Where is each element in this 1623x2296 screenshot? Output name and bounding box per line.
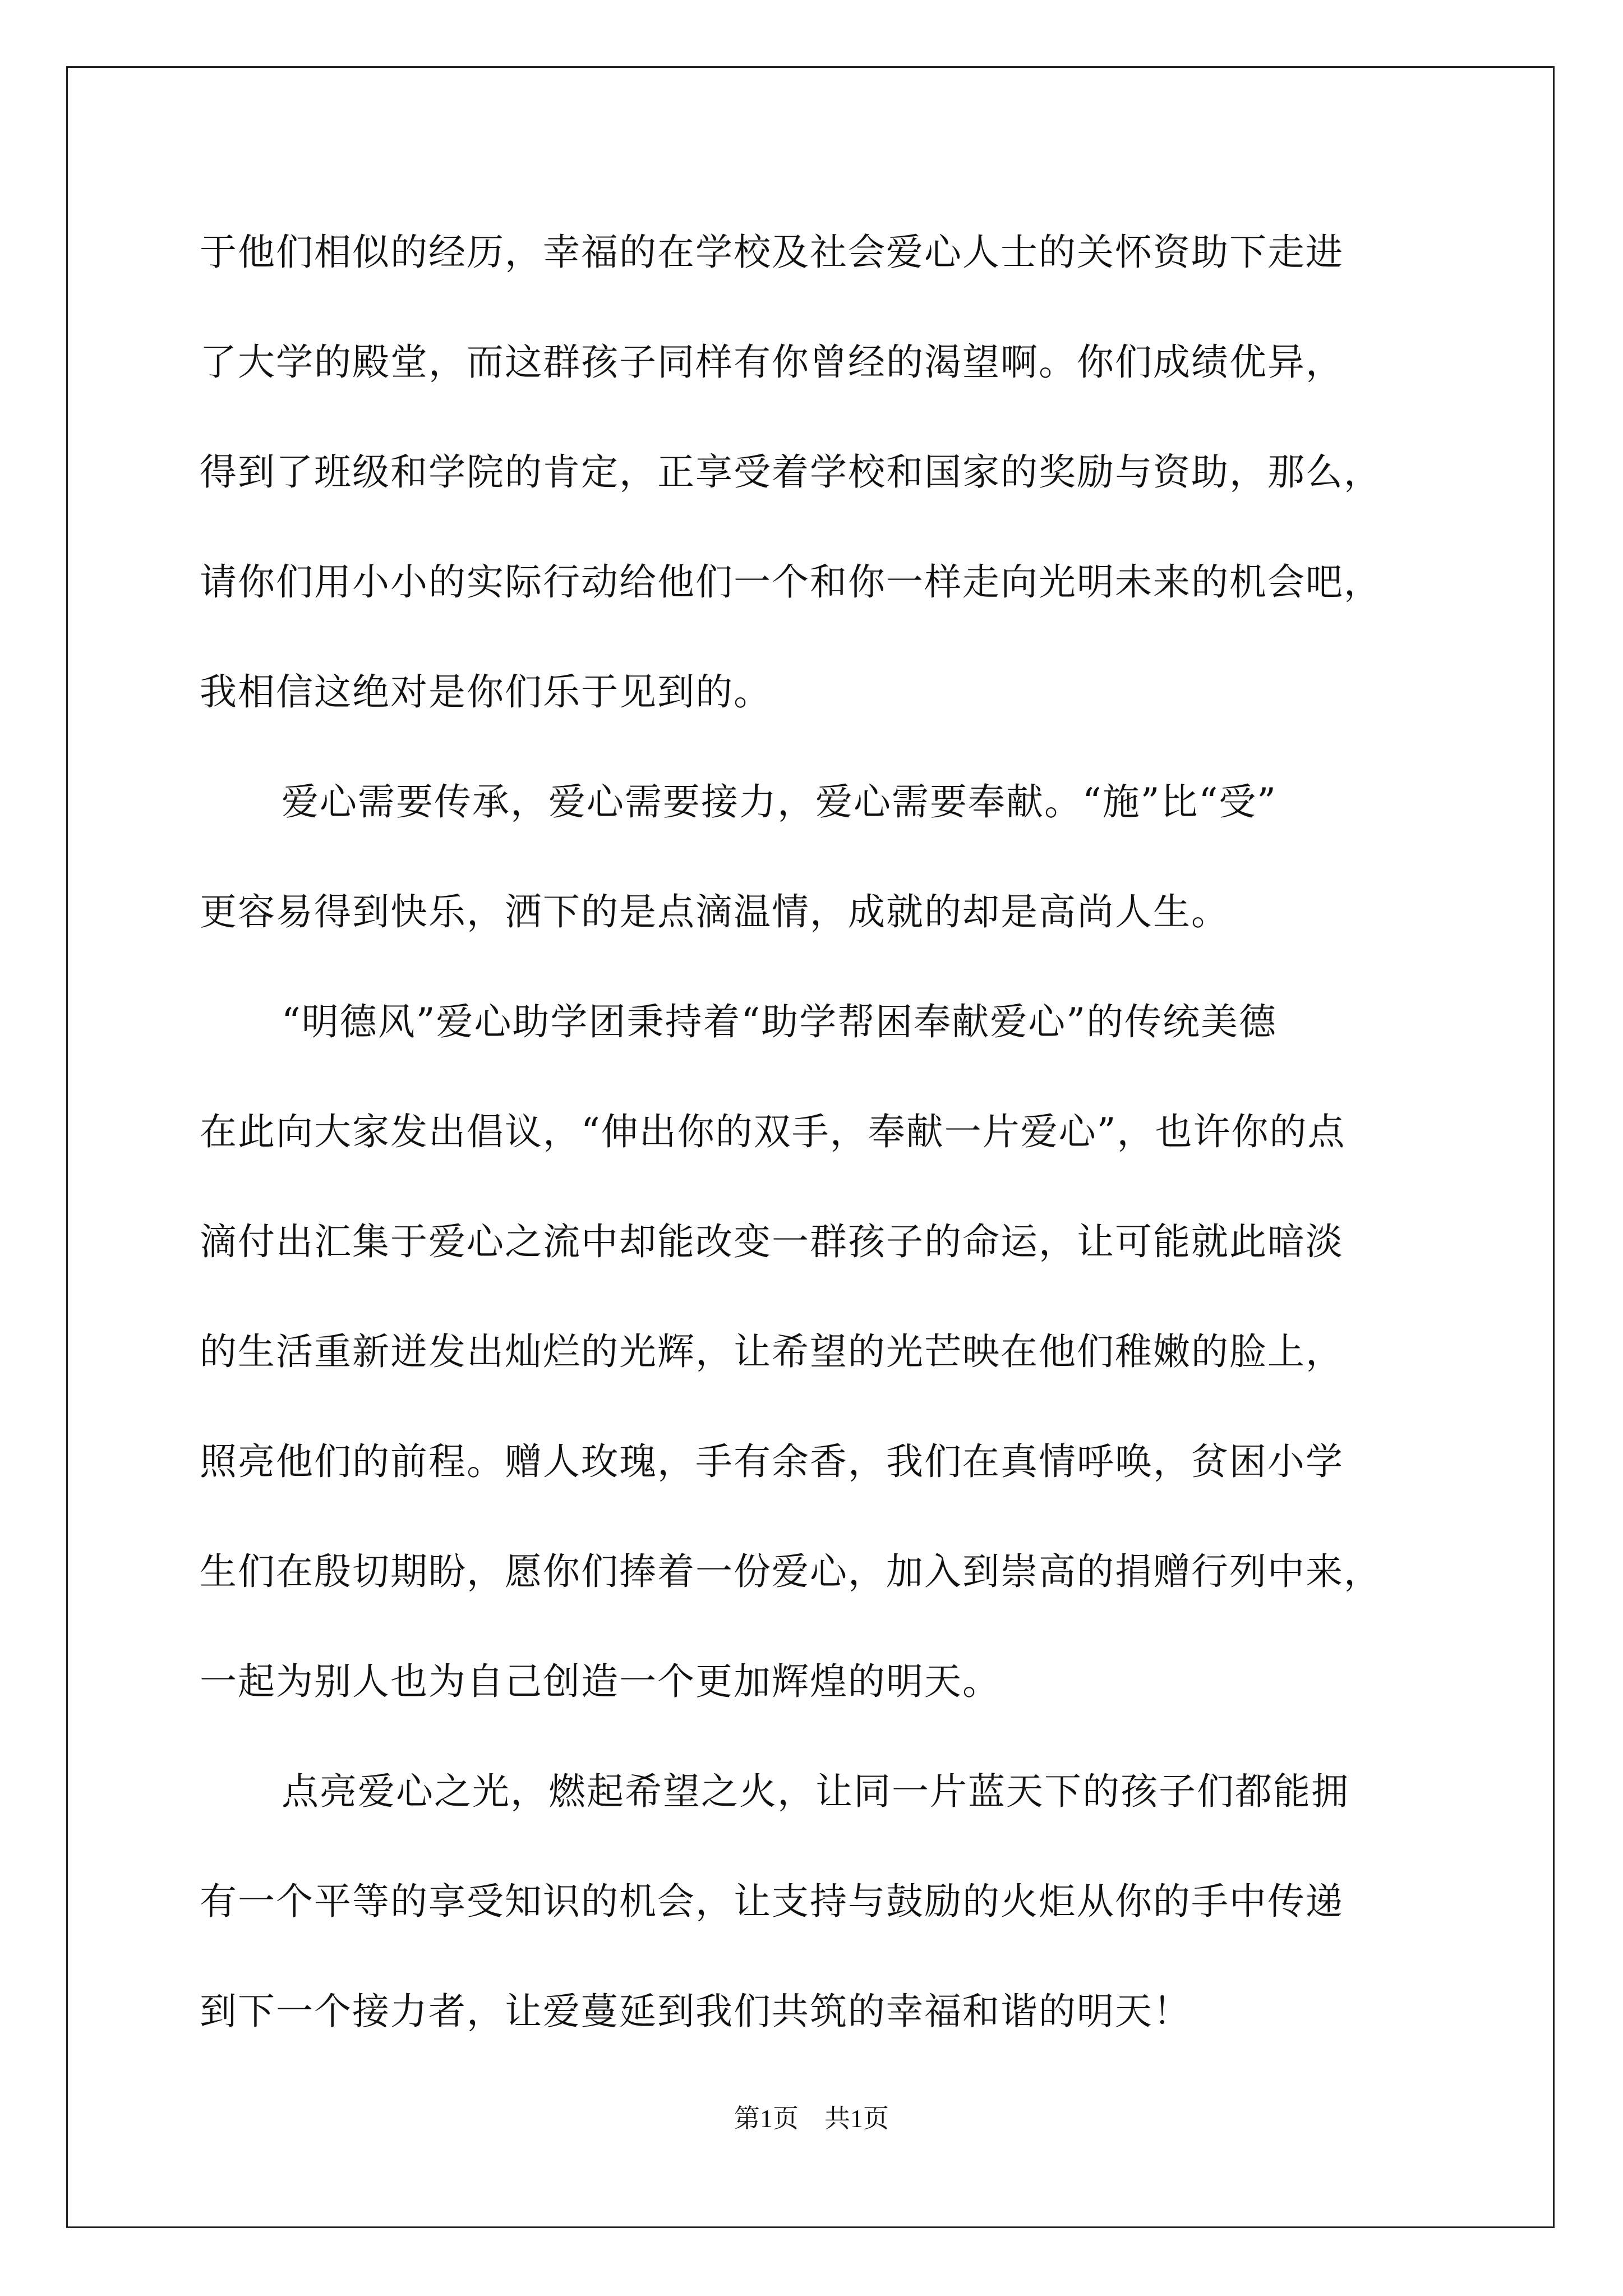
text-line: 滴付出汇集于爱心之流中却能改变一群孩子的命运，让可能就此暗淡 <box>200 1220 1344 1263</box>
paragraph-first-line: “明德风”爱心助学团秉持着“助学帮困奉献爱心”的传统美德 <box>282 1000 1277 1043</box>
paragraph-first-line: 点亮爱心之光，燃起希望之火，让同一片蓝天下的孩子们都能拥 <box>282 1770 1349 1813</box>
document-body <box>200 222 1456 2091</box>
text-line: 了大学的殿堂，而这群孩子同样有你曾经的渴望啊。你们成绩优异， <box>200 341 1344 384</box>
text-line: 生们在殷切期盼，愿你们捧着一份爱心，加入到崇高的捐赠行列中来， <box>200 1550 1382 1593</box>
page-number-footer: 第1页 共1页 <box>734 2104 889 2133</box>
text-line: 请你们用小小的实际行动给他们一个和你一样走向光明未来的机会吧， <box>200 560 1382 604</box>
text-line: 更容易得到快乐，洒下的是点滴温情，成就的却是高尚人生。 <box>200 890 1229 933</box>
text-line: 在此向大家发出倡议，“伸出你的双手，奉献一片爱心”，也许你的点 <box>200 1110 1346 1153</box>
paragraph-first-line: 爱心需要传承，爱心需要接力，爱心需要奉献。“施”比“受” <box>282 780 1277 823</box>
text-line: 的生活重新迸发出灿烂的光辉，让希望的光芒映在他们稚嫩的脸上， <box>200 1330 1344 1373</box>
text-line: 得到了班级和学院的肯定，正享受着学校和国家的奖励与资助，那么， <box>200 450 1382 494</box>
text-line: 有一个平等的享受知识的机会，让支持与鼓励的火炬从你的手中传递 <box>200 1880 1344 1923</box>
text-line: 于他们相似的经历，幸福的在学校及社会爱心人士的关怀资助下走进 <box>200 231 1344 274</box>
text-line: 到下一个接力者，让爱蔓延到我们共筑的幸福和谐的明天！ <box>200 1990 1191 2033</box>
text-line: 我相信这绝对是你们乐于见到的。 <box>200 670 772 714</box>
text-line: 照亮他们的前程。赠人玫瑰，手有余香，我们在真情呼唤，贫困小学 <box>200 1440 1344 1483</box>
text-line: 一起为别人也为自己创造一个更加辉煌的明天。 <box>200 1660 1000 1703</box>
